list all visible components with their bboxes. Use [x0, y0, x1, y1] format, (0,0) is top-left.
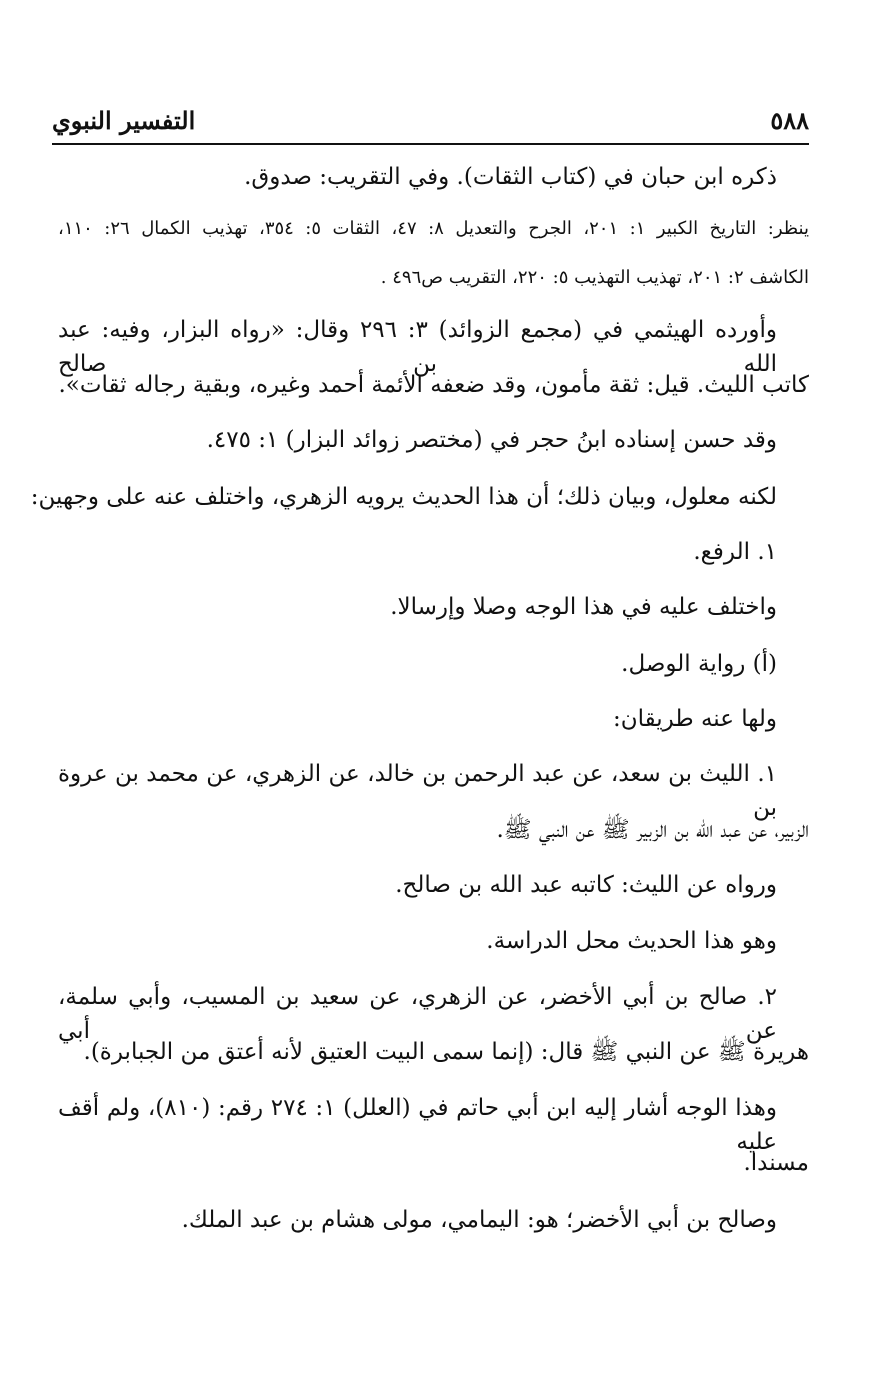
body-line: ورواه عن الليث: كاتبه عبد الله بن صالح. — [395, 872, 777, 898]
body-line: مسندا. — [743, 1150, 809, 1176]
header-divider — [52, 143, 809, 145]
body-line: هريرة ﷺ عن النبي ﷺ قال: (إنما سمى البيت العتيق لأنه أعتق من الجبابرة). — [83, 1039, 809, 1065]
body-line: ذكره ابن حبان في (كتاب الثقات). وفي التقريب: صدوق. — [244, 164, 777, 190]
list-heading: ١. الرفع. — [693, 539, 777, 565]
running-title: التفسير النبوي — [52, 106, 196, 135]
body-line: وهذا الوجه أشار إليه ابن أبي حاتم في (العلل) ١: ٢٧٤ رقم: (٨١٠)، ولم أقف عليه — [58, 1095, 778, 1155]
page-number: ٥٨٨ — [770, 106, 809, 135]
footnote-line: الكاشف ٢: ٢٠١، تهذيب التهذيب ٥: ٢٢٠، التقريب ص٤٩٦ . — [380, 267, 809, 288]
body-line: ١. الليث بن سعد، عن عبد الرحمن بن خالد، عن الزهري، عن محمد بن عروة بن — [58, 761, 777, 821]
footnote-line: ينظر: التاريخ الكبير ١: ٢٠١، الجرح والتعديل ٨: ٤٧، الثقات ٥: ٣٥٤، تهذيب الكمال ٢٦: ١١٠، — [58, 218, 809, 239]
body-line: وهو هذا الحديث محل الدراسة. — [486, 928, 777, 954]
body-line: ٢. صالح بن أبي الأخضر، عن الزهري، عن سعيد بن المسيب، وأبي سلمة، عن أبي — [58, 984, 777, 1044]
body-line: لكنه معلول، وبيان ذلك؛ أن هذا الحديث يرويه الزهري، واختلف عنه على وجهين: — [30, 484, 777, 510]
body-line: وقد حسن إسناده ابنُ حجر في (مختصر زوائد البزار) ١: ٤٧٥. — [206, 427, 777, 453]
body-line: واختلف عليه في هذا الوجه وصلا وإرسالا. — [390, 594, 777, 620]
body-line: كاتب الليث. قيل: ثقة مأمون، وقد ضعفه الأئمة أحمد وغيره، وبقية رجاله ثقات». — [58, 372, 809, 398]
body-line: ولها عنه طريقان: — [612, 706, 777, 732]
page-header — [52, 106, 809, 140]
body-line: وأورده الهيثمي في (مجمع الزوائد) ٣: ٢٩٦ وقال: «رواه البزار، وفيه: عبد الله بن صالح — [58, 317, 777, 377]
body-line: وصالح بن أبي الأخضر؛ هو: اليمامي، مولى هشام بن عبد الملك. — [181, 1207, 777, 1233]
sub-heading: (أ) رواية الوصل. — [621, 651, 777, 677]
body-line: الزبير، عن عبد الله بن الزبير ﷺ عن النبي ﷺ. — [496, 817, 809, 843]
